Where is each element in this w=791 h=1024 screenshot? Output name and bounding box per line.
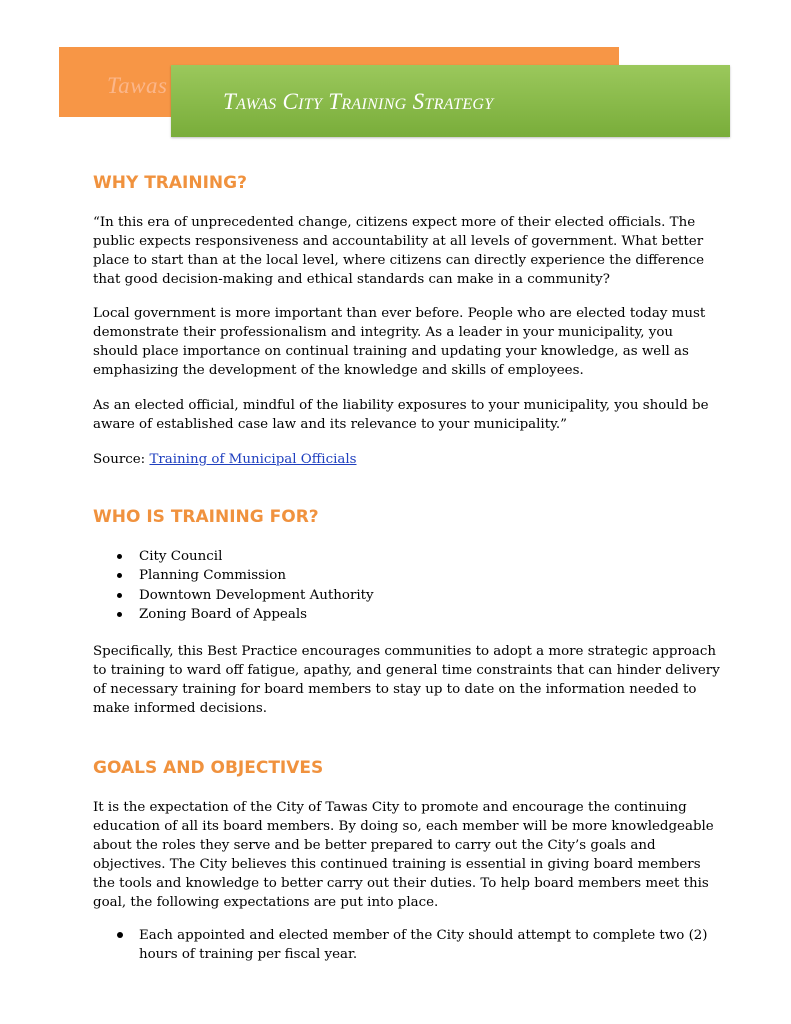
source-line — [93, 450, 705, 469]
text-line: should place importance on continual training and updating your knowledge, as well as — [93, 344, 689, 359]
text-line: As an elected official, mindful of the liability exposures to your municipality, you should be — [93, 398, 709, 413]
text-line: Local government is more important than ever before. People who are elected today must — [93, 306, 706, 321]
list-item — [93, 586, 374, 605]
list-item — [93, 926, 708, 964]
text-line: education of all its board members. By doing so, each member will be more knowledgeable — [93, 819, 714, 834]
text-line: of necessary training for board members to stay up to date on the information needed to — [93, 682, 697, 697]
text-line: make informed decisions. — [93, 701, 267, 716]
heading-why-training: WHY TRAINING? — [93, 173, 247, 193]
text-line: Specifically, this Best Practice encourages communities to adopt a more strategic approach — [93, 644, 716, 659]
list-item-label: Zoning Board of Appeals — [139, 606, 307, 622]
text-line: public expects responsiveness and accountability at all levels of government. What better — [93, 234, 704, 249]
why-paragraph-2 — [93, 304, 705, 380]
text-line: about the roles they serve and be better prepared to carry out the City’s goals and — [93, 838, 656, 853]
heading-goals-and-objectives: GOALS AND OBJECTIVES — [93, 758, 324, 778]
text-line: to training to ward off fatigue, apathy, and general time constraints that can hinder delivery — [93, 663, 720, 678]
bullet-icon — [117, 612, 122, 617]
page-title: Tawas City Training Strategy — [223, 89, 494, 114]
heading-who-is-training-for: WHO IS TRAINING FOR? — [93, 507, 319, 527]
expectations-list — [93, 926, 708, 964]
list-item — [93, 566, 374, 585]
text-line: Each appointed and elected member of the City should attempt to complete two (2) — [139, 928, 708, 943]
bullet-icon — [117, 932, 123, 938]
text-line: “In this era of unprecedented change, citizens expect more of their elected officials. The — [93, 215, 696, 230]
bullet-icon — [117, 593, 122, 598]
audience-list — [93, 547, 374, 624]
text-line: that good decision-making and ethical standards can make in a community? — [93, 272, 610, 287]
source-link[interactable]: Training of Municipal Officials — [149, 452, 357, 467]
header-shadow-title: Tawas — [107, 73, 168, 98]
list-item-label: Planning Commission — [139, 568, 286, 584]
text-line: aware of established case law and its relevance to your municipality.” — [93, 417, 567, 432]
text-line: place to start than at the local level, where citizens can directly experience the difference — [93, 253, 705, 268]
bullet-icon — [117, 573, 122, 578]
list-item-label: Downtown Development Authority — [139, 587, 374, 603]
goals-paragraph — [93, 798, 714, 912]
text-line: emphasizing the development of the knowledge and skills of employees. — [93, 363, 584, 378]
list-item — [93, 605, 374, 624]
text-line: goal, the following expectations are put into place. — [93, 895, 439, 910]
text-line: hours of training per fiscal year. — [139, 947, 358, 962]
list-item — [93, 547, 374, 566]
text-line: It is the expectation of the City of Tawas City to promote and encourage the continuing — [93, 800, 687, 815]
text-line: demonstrate their professionalism and integrity. As a leader in your municipality, you — [93, 325, 674, 340]
header-green-bar — [171, 65, 730, 137]
bullet-icon — [117, 554, 122, 559]
list-item-label: City Council — [139, 549, 223, 564]
source-label: Source: — [93, 452, 150, 467]
text-line: objectives. The City believes this continued training is essential in giving board members — [93, 857, 701, 872]
why-paragraph-3 — [93, 396, 709, 434]
why-paragraph-1 — [93, 213, 705, 289]
who-paragraph — [93, 642, 720, 718]
text-line: the tools and knowledge to better carry out their duties. To help board members meet this — [93, 876, 709, 891]
